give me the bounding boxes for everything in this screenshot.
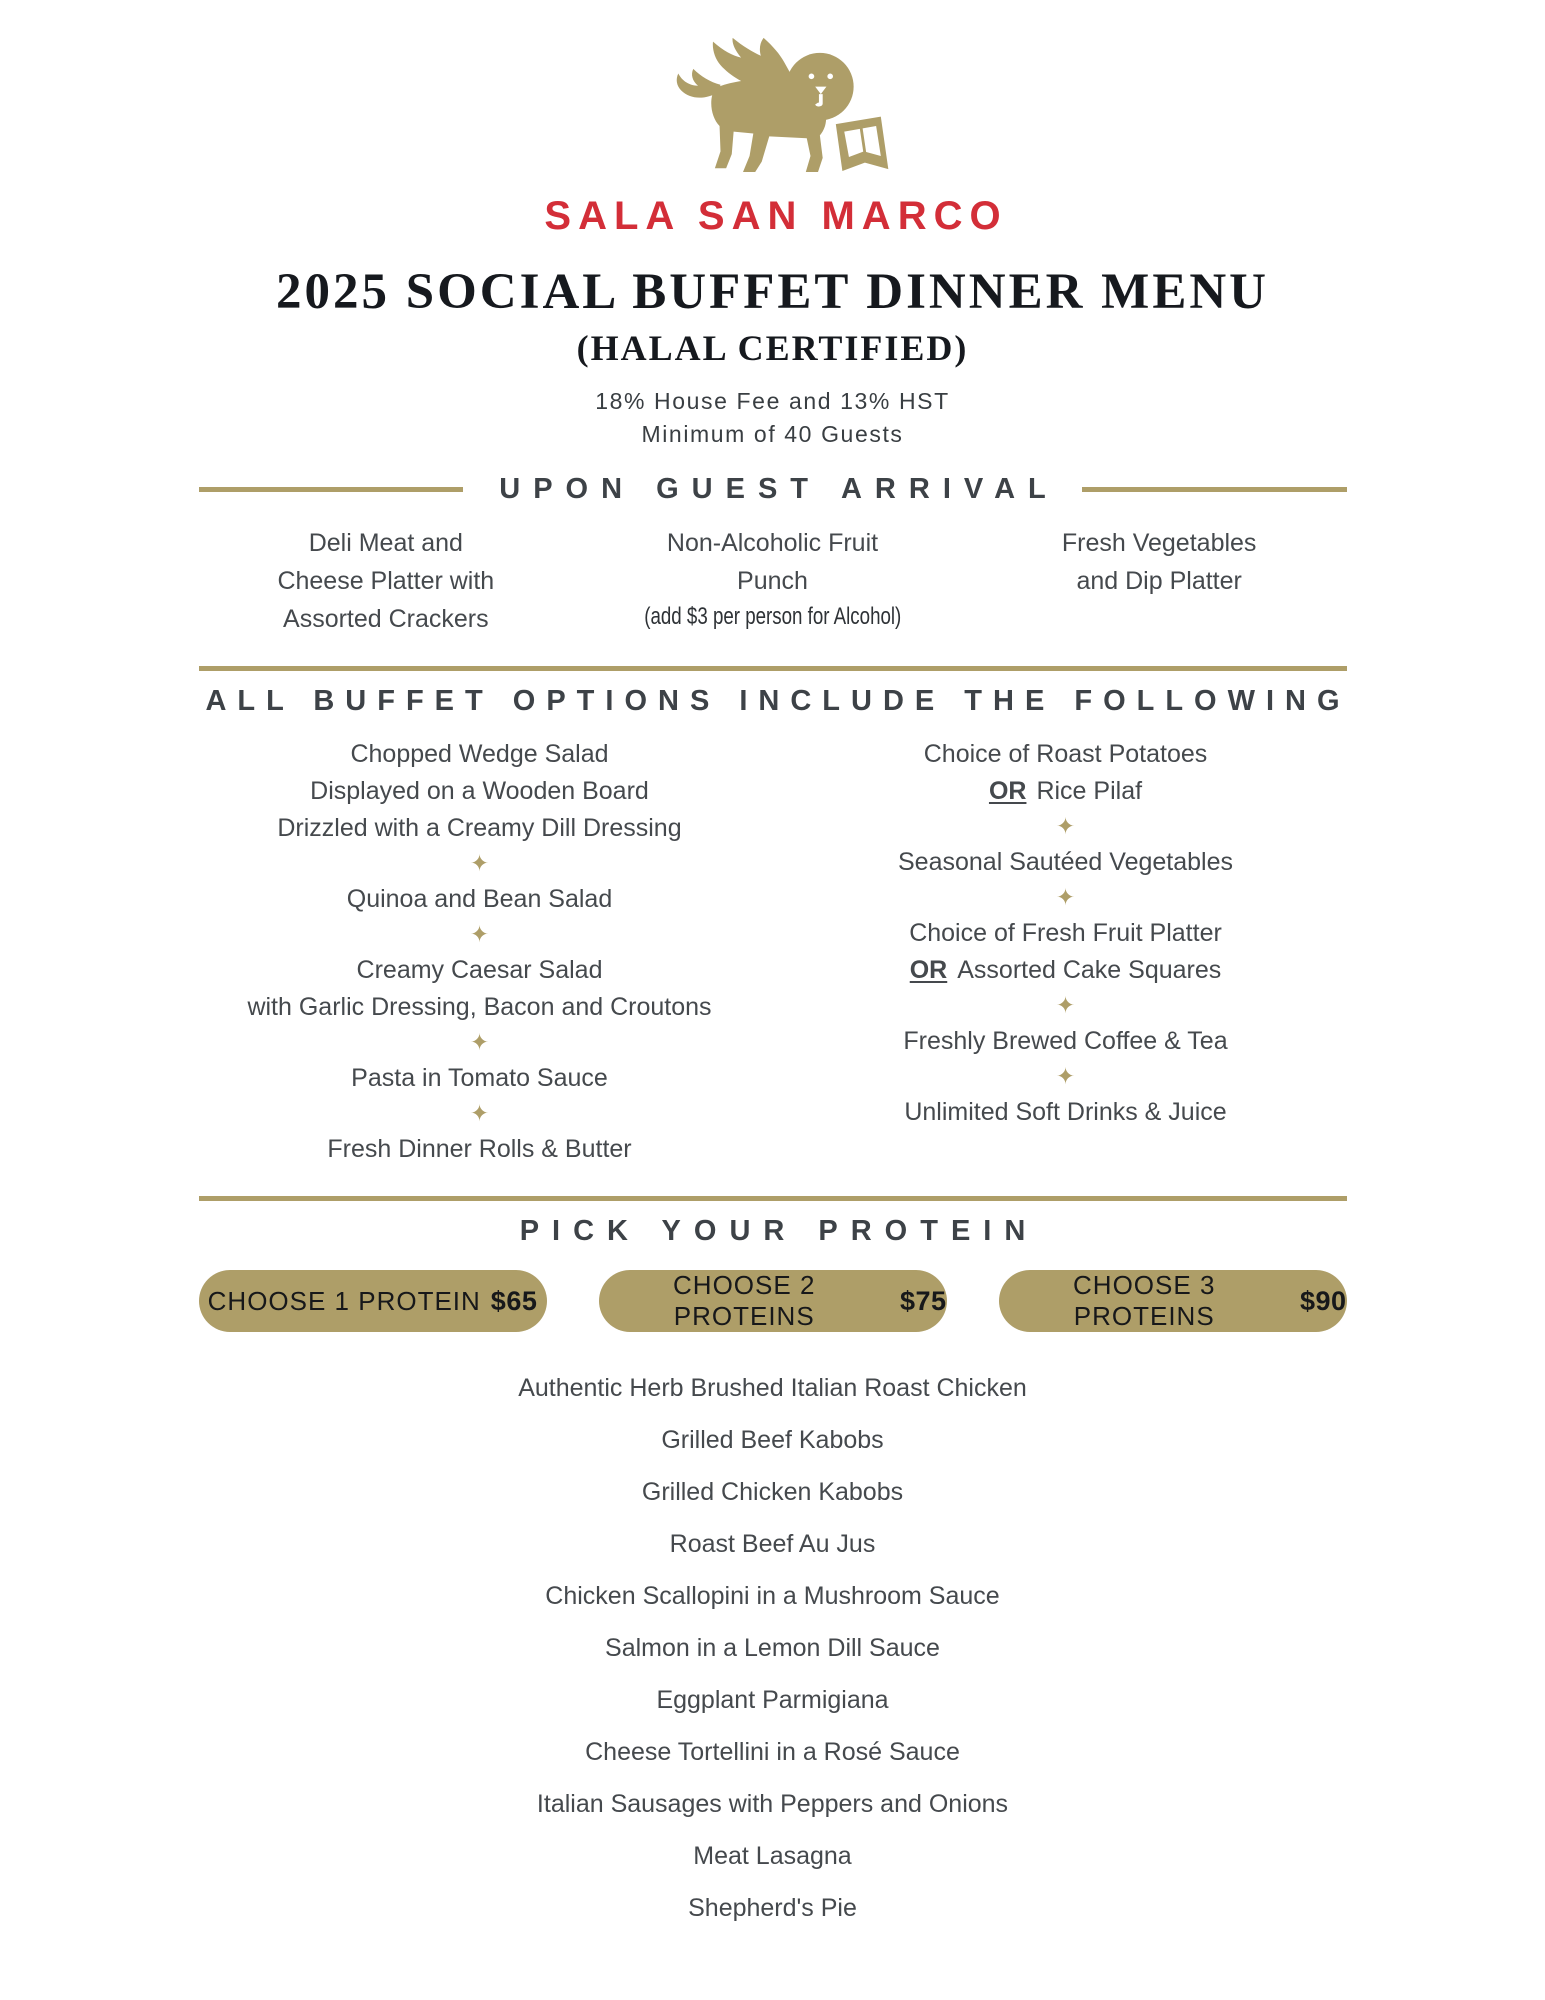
arrival-item-line: Deli Meat and <box>308 529 463 557</box>
buffet-item-or-line <box>785 952 1347 989</box>
house-fee-note: 18% House Fee and 13% HST <box>595 388 950 414</box>
choose-1-protein-pill <box>199 1270 547 1332</box>
sparkle-star-icon: ✦ <box>469 1101 490 1127</box>
buffet-item-text: Fresh Dinner Rolls & Butter <box>327 1135 632 1163</box>
arrival-column-1 <box>199 524 574 638</box>
buffet-column-left <box>199 736 761 1168</box>
gold-rule-right <box>1082 487 1347 492</box>
menu-page <box>199 0 1351 1934</box>
sparkle-star-icon: ✦ <box>469 1030 490 1056</box>
protein-list-item: Italian Sausages with Peppers and Onions <box>536 1790 1009 1818</box>
sparkle-star-icon: ✦ <box>469 851 490 877</box>
protein-options-list <box>199 1362 1347 1934</box>
arrival-column-2 <box>585 524 960 638</box>
pill-price: $65 <box>490 1285 538 1316</box>
sparkle-star-icon: ✦ <box>1055 993 1076 1019</box>
buffet-item-text: Displayed on a Wooden Board <box>310 777 649 805</box>
alcohol-surcharge-note <box>585 600 960 633</box>
buffet-item-text: Chopped Wedge Salad <box>350 740 609 768</box>
protein-list-item: Chicken Scallopini in a Mushroom Sauce <box>545 1582 1000 1610</box>
buffet-item-text: Choice of Fresh Fruit Platter <box>909 919 1222 947</box>
section-divider <box>199 1196 1347 1201</box>
protein-list-item: Meat Lasagna <box>693 1842 852 1870</box>
minimum-guests-note: Minimum of 40 Guests <box>641 421 904 447</box>
arrival-section-header <box>199 473 1347 506</box>
protein-list-item: Grilled Beef Kabobs <box>661 1426 884 1454</box>
arrival-items-grid <box>199 524 1347 638</box>
winged-lion-book-icon <box>647 36 899 186</box>
protein-heading: PICK YOUR PROTEIN <box>519 1215 1039 1247</box>
arrival-item-line: and Dip Platter <box>1076 567 1242 595</box>
buffet-columns <box>199 736 1347 1168</box>
brand-name: SALA SAN MARCO <box>544 194 1008 238</box>
protein-list-item: Eggplant Parmigiana <box>656 1686 889 1714</box>
choose-3-protein-pill <box>999 1270 1347 1332</box>
sparkle-star-icon: ✦ <box>1055 814 1076 840</box>
buffet-heading: ALL BUFFET OPTIONS INCLUDE THE FOLLOWING <box>205 685 1351 717</box>
arrival-item-line: Cheese Platter with <box>277 567 495 595</box>
arrival-heading: UPON GUEST ARRIVAL <box>499 473 1059 505</box>
choose-2-protein-pill <box>599 1270 947 1332</box>
buffet-column-right <box>785 736 1347 1168</box>
brand-logo <box>199 36 1347 186</box>
arrival-item-line: Punch <box>737 567 808 595</box>
gold-rule-left <box>199 487 464 492</box>
protein-price-options <box>199 1270 1347 1332</box>
protein-list-item: Cheese Tortellini in a Rosé Sauce <box>585 1738 960 1766</box>
buffet-item-text: with Garlic Dressing, Bacon and Croutons <box>247 993 712 1021</box>
pill-price: $90 <box>1299 1285 1347 1316</box>
buffet-item-text: Assorted Cake Squares <box>957 956 1222 984</box>
buffet-item-text: Quinoa and Bean Salad <box>346 885 613 913</box>
buffet-item-text: Rice Pilaf <box>1036 777 1143 805</box>
buffet-item-text: Freshly Brewed Coffee & Tea <box>903 1027 1228 1055</box>
alcohol-surcharge-note-text: (add $3 per person for Alcohol) <box>643 603 902 630</box>
menu-title: 2025 SOCIAL BUFFET DINNER MENU <box>275 264 1269 320</box>
pill-label: CHOOSE 3 PROTEINS <box>1073 1270 1216 1331</box>
arrival-item-line: Non-Alcoholic Fruit <box>666 529 879 557</box>
arrival-column-3 <box>972 524 1347 638</box>
arrival-item-line: Assorted Crackers <box>283 605 489 633</box>
buffet-item-text: Choice of Roast Potatoes <box>923 740 1208 768</box>
protein-list-item: Shepherd's Pie <box>688 1894 857 1922</box>
sparkle-star-icon: ✦ <box>469 922 490 948</box>
buffet-item-text: Seasonal Sautéed Vegetables <box>898 848 1233 876</box>
protein-list-item: Grilled Chicken Kabobs <box>641 1478 904 1506</box>
buffet-item-text: Pasta in Tomato Sauce <box>351 1064 608 1092</box>
pill-label: CHOOSE 1 PROTEIN <box>207 1285 481 1316</box>
section-divider <box>199 666 1347 671</box>
buffet-item-text: Drizzled with a Creamy Dill Dressing <box>277 814 682 842</box>
sparkle-star-icon: ✦ <box>1055 1064 1076 1090</box>
protein-list-item: Salmon in a Lemon Dill Sauce <box>605 1634 940 1662</box>
protein-list-item: Authentic Herb Brushed Italian Roast Chicken <box>518 1374 1027 1402</box>
pill-label: CHOOSE 2 PROTEINS <box>673 1270 816 1331</box>
sparkle-star-icon: ✦ <box>1055 885 1076 911</box>
pill-price: $75 <box>899 1285 947 1316</box>
or-emphasis: OR <box>988 777 1027 805</box>
buffet-item-or-line <box>785 773 1347 810</box>
buffet-item-text: Unlimited Soft Drinks & Juice <box>904 1098 1227 1126</box>
or-emphasis: OR <box>909 956 948 984</box>
arrival-item-line: Fresh Vegetables <box>1061 529 1257 557</box>
protein-list-item: Roast Beef Au Jus <box>669 1530 876 1558</box>
menu-subtitle: (HALAL CERTIFIED) <box>576 328 969 368</box>
buffet-item-text: Creamy Caesar Salad <box>356 956 603 984</box>
